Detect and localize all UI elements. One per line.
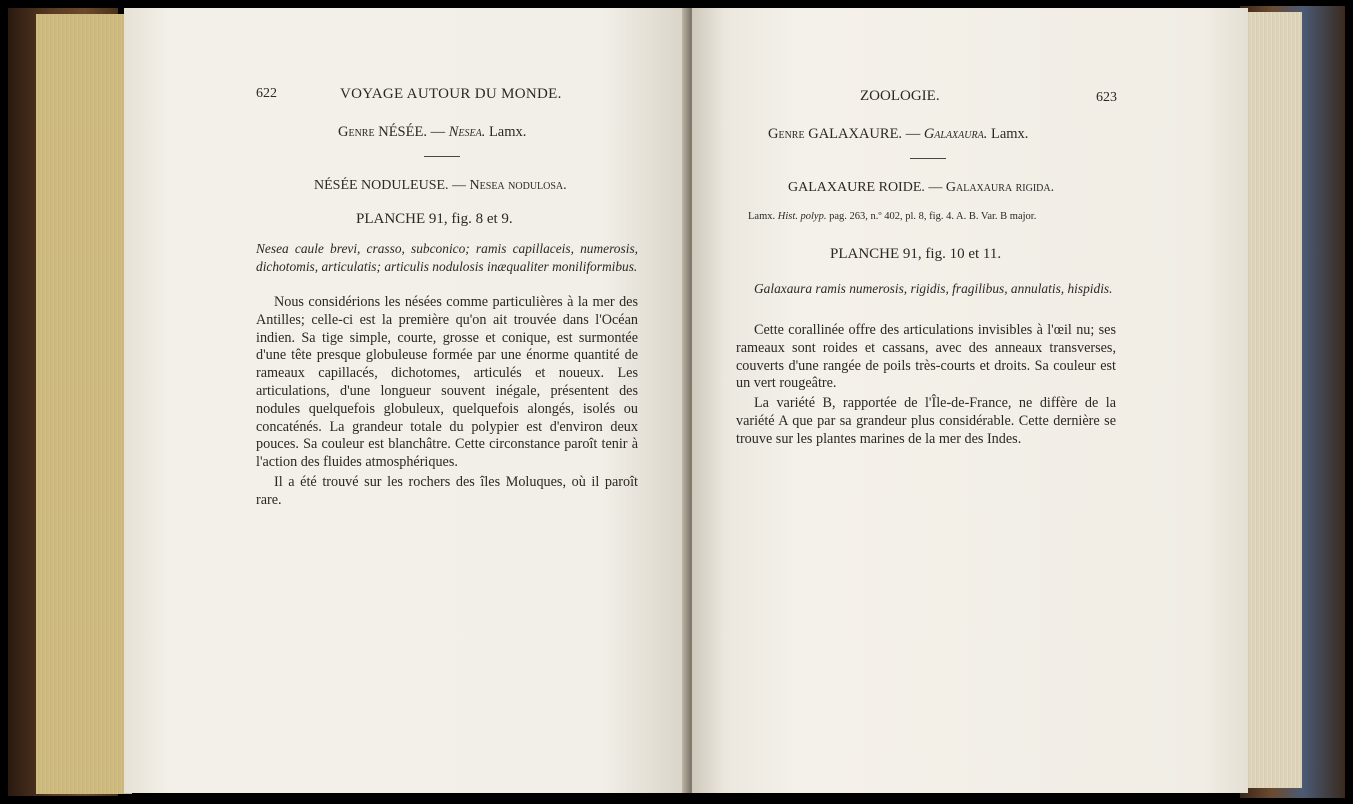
reference-author: Lamx. — [748, 211, 776, 222]
right-paragraph-2: La variété B, rapportée de l'Île-de-France, ne diffère de la variété A que par sa grandeur plus considérable. Cette dernière se trouve sur les plantes marines de la mer des Indes. — [736, 395, 1116, 447]
right-paragraph-1: Cette corallinée offre des articulations invisibles à l'œil nu; ses rameaux sont roides et cassans, avec des anneaux transverses, couverts d'une rangée de poils très-courts et droits. Sa couleur est un vert rougeâtre. — [736, 322, 1116, 392]
left-species-line — [314, 178, 567, 194]
right-species-line — [788, 180, 1054, 196]
reference-work: Hist. polyp. — [777, 211, 827, 222]
genre-author: Lamx. — [990, 126, 1029, 142]
right-reference — [748, 211, 1036, 222]
genre-label: Genre — [338, 124, 375, 140]
species-latin: Nesea nodulosa. — [469, 178, 567, 193]
left-paragraph-1: Nous considérions les nésées comme particulières à la mer des Antilles; celle-ci est la première qu'on ait trouvée dans l'Océan indien. Sa tige simple, courte, grosse et conique, est surmontée d'une tête presque globuleuse formée par une énorme quantité de rameaux capillacés, dichotomes, articulés et noueux. Les articulations, d'une longueur souvent inégale, présentent des nodules quelquefois globuleux, quelquefois alongés, isolés ou concaténés. La grandeur totale du polypier est d'environ deux pouces. Sa couleur est blanchâtre. Cette circonstance paroît tenir à l'action des fluides atmosphériques. — [256, 294, 638, 471]
right-page-number: 623 — [1096, 90, 1117, 105]
left-latin-description: Nesea caule brevi, crasso, subconico; ramis capillaceis, numerosis, dichotomis, articulatis; articulis nodulosis inæqualiter moniliformibus. — [256, 241, 638, 274]
species-dash: — — [928, 180, 943, 195]
left-running-head: VOYAGE AUTOUR DU MONDE. — [340, 86, 562, 102]
right-latin-description: Galaxaura ramis numerosis, rigidis, fragilibus, annulatis, hispidis. — [754, 281, 1113, 296]
genre-latin: Galaxaura. — [923, 126, 988, 142]
genre-label: Genre — [768, 126, 805, 142]
genre-dash: — — [905, 126, 921, 142]
left-body — [256, 294, 638, 512]
right-plate: PLANCHE 91, fig. 10 et 11. — [830, 246, 1002, 262]
genre-latin: Nesea. — [448, 124, 486, 140]
reference-rest: pag. 263, n.º 402, pl. 8, fig. 4. A. B. Var. B major. — [829, 211, 1037, 222]
genre-name: GALAXAURE. — [808, 126, 903, 142]
left-genre-line — [338, 124, 526, 141]
right-divider — [910, 158, 946, 159]
species-heading: GALAXAURE ROIDE. — [788, 180, 925, 195]
left-page-number: 622 — [256, 86, 277, 101]
genre-author: Lamx. — [488, 124, 527, 140]
left-plate: PLANCHE 91, fig. 8 et 9. — [356, 211, 513, 227]
left-divider — [424, 156, 460, 157]
genre-dash: — — [430, 124, 446, 140]
genre-name: NÉSÉE. — [378, 124, 427, 140]
species-heading: NÉSÉE NODULEUSE. — [314, 178, 449, 193]
page-edges-left — [36, 14, 132, 794]
left-paragraph-2: Il a été trouvé sur les rochers des îles Moluques, où il paroît rare. — [256, 473, 638, 508]
species-dash: — — [452, 178, 467, 193]
right-body — [736, 322, 1116, 451]
species-latin: Galaxaura rigida. — [945, 180, 1055, 195]
right-running-head: ZOOLOGIE. — [860, 88, 940, 104]
right-genre-line — [768, 126, 1028, 143]
